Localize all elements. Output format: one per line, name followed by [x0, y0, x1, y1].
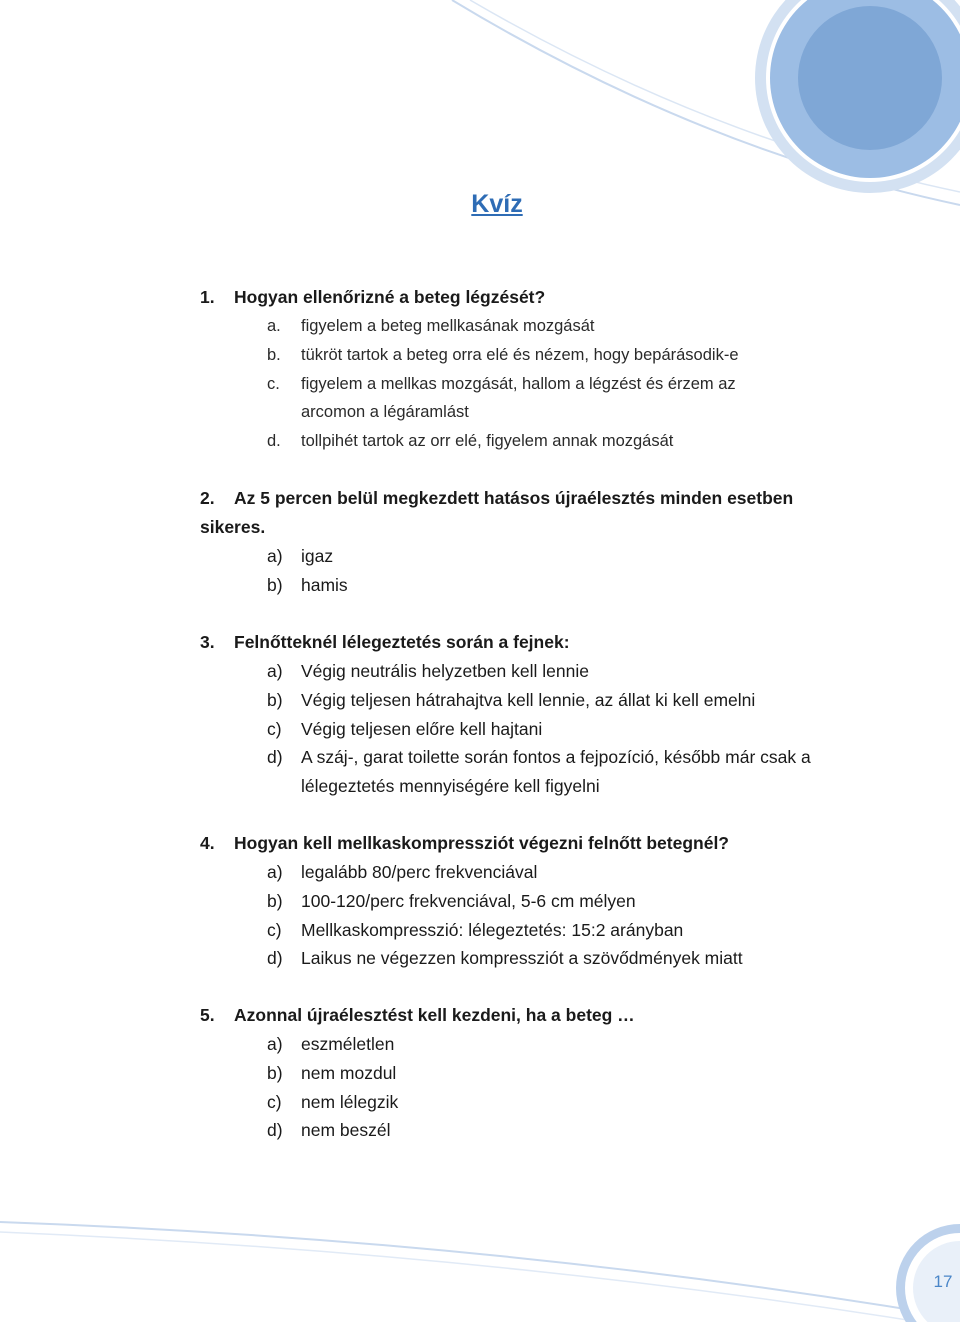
question-1-options [267, 312, 827, 456]
option-item [267, 657, 827, 686]
question-number: 2. [200, 488, 215, 508]
option-item [267, 1116, 827, 1145]
option-label: a. [267, 317, 281, 335]
option-label: a) [267, 546, 283, 566]
option-text: tollpihét tartok az orr elé, figyelem annak mozgását [301, 432, 674, 451]
option-text: hamis [301, 574, 348, 595]
option-item [267, 542, 827, 571]
option-text: figyelem a mellkas mozgását, hallom a légzést és érzem az arcomon a légáramlást [301, 374, 736, 422]
question-1 [200, 283, 840, 312]
question-3-options [267, 657, 827, 801]
question-text: Hogyan kell mellkaskompressziót végezni felnőtt betegnél? [234, 833, 729, 853]
option-label: b) [267, 1062, 283, 1083]
option-text: Végig teljesen előre kell hajtani [301, 718, 543, 739]
option-label: c) [267, 919, 282, 940]
option-text: Végig teljesen hátrahajtva kell lennie, az állat ki kell emelni [301, 689, 756, 710]
question-number: 4. [200, 833, 215, 853]
question-number: 5. [200, 1005, 215, 1025]
option-text: Laikus ne végezzen kompressziót a szövődmények miatt [301, 948, 743, 969]
option-label: b) [267, 890, 283, 911]
question-5 [200, 1001, 840, 1030]
option-item [267, 370, 791, 428]
option-label: c) [267, 1091, 282, 1112]
option-label: d) [267, 948, 283, 969]
option-label: b. [267, 345, 281, 364]
option-label: a) [267, 1034, 283, 1054]
option-text: figyelem a beteg mellkasának mozgását [301, 317, 595, 335]
option-text: legalább 80/perc frekvenciával [301, 862, 538, 882]
option-label: b) [267, 689, 283, 710]
option-label: c. [267, 374, 280, 393]
question-number: 3. [200, 632, 215, 652]
option-text: tükröt tartok a beteg orra elé és nézem, hogy bepárásodik-e [301, 345, 739, 364]
option-label: a) [267, 862, 283, 882]
option-text: nem lélegzik [301, 1091, 399, 1112]
question-4 [200, 829, 840, 858]
option-item [267, 715, 827, 744]
question-2-options [267, 542, 827, 600]
option-label: d) [267, 747, 283, 768]
option-text: nem mozdul [301, 1062, 397, 1083]
option-text: 100-120/perc frekvenciával, 5-6 cm mélyen [301, 890, 636, 911]
option-label: d. [267, 432, 281, 451]
option-text: nem beszél [301, 1120, 391, 1141]
page-number: 17 [933, 1272, 953, 1291]
question-3 [200, 628, 840, 657]
question-text: Felnőtteknél lélegeztetés során a fejnek: [234, 632, 570, 652]
option-text: A száj-, garat toilette során fontos a fejpozíció, később már csak a lélegeztetés mennyiségére kell figyelni [301, 747, 811, 797]
question-4-options [267, 858, 827, 973]
option-item [267, 858, 827, 887]
quiz-title: Kvíz [471, 190, 523, 218]
option-item [267, 916, 827, 945]
option-item [267, 427, 827, 456]
option-item [267, 887, 827, 916]
option-item [267, 686, 827, 715]
option-text: eszméletlen [301, 1034, 395, 1054]
option-item [267, 312, 827, 341]
option-text: igaz [301, 546, 334, 566]
question-text: Hogyan ellenőrizné a beteg légzését? [234, 287, 546, 307]
option-label: a) [267, 661, 283, 681]
question-5-options [267, 1030, 827, 1145]
option-text: Mellkaskompresszió: lélegeztetés: 15:2 arányban [301, 919, 684, 940]
option-text: Végig neutrális helyzetben kell lennie [301, 661, 589, 681]
option-label: b) [267, 574, 283, 595]
option-label: c) [267, 718, 282, 739]
question-2 [200, 484, 820, 542]
option-label: d) [267, 1120, 283, 1141]
question-text: Az 5 percen belül megkezdett hatásos újraélesztés minden esetben sikeres. [200, 488, 794, 537]
question-text: Azonnal újraélesztést kell kezdeni, ha a beteg … [234, 1005, 635, 1025]
question-number: 1. [200, 287, 215, 307]
option-item [267, 1030, 827, 1059]
option-item [267, 571, 827, 600]
option-item [267, 944, 827, 973]
option-item [267, 1059, 827, 1088]
option-item [267, 341, 827, 370]
option-item [267, 743, 826, 801]
option-item [267, 1088, 827, 1117]
